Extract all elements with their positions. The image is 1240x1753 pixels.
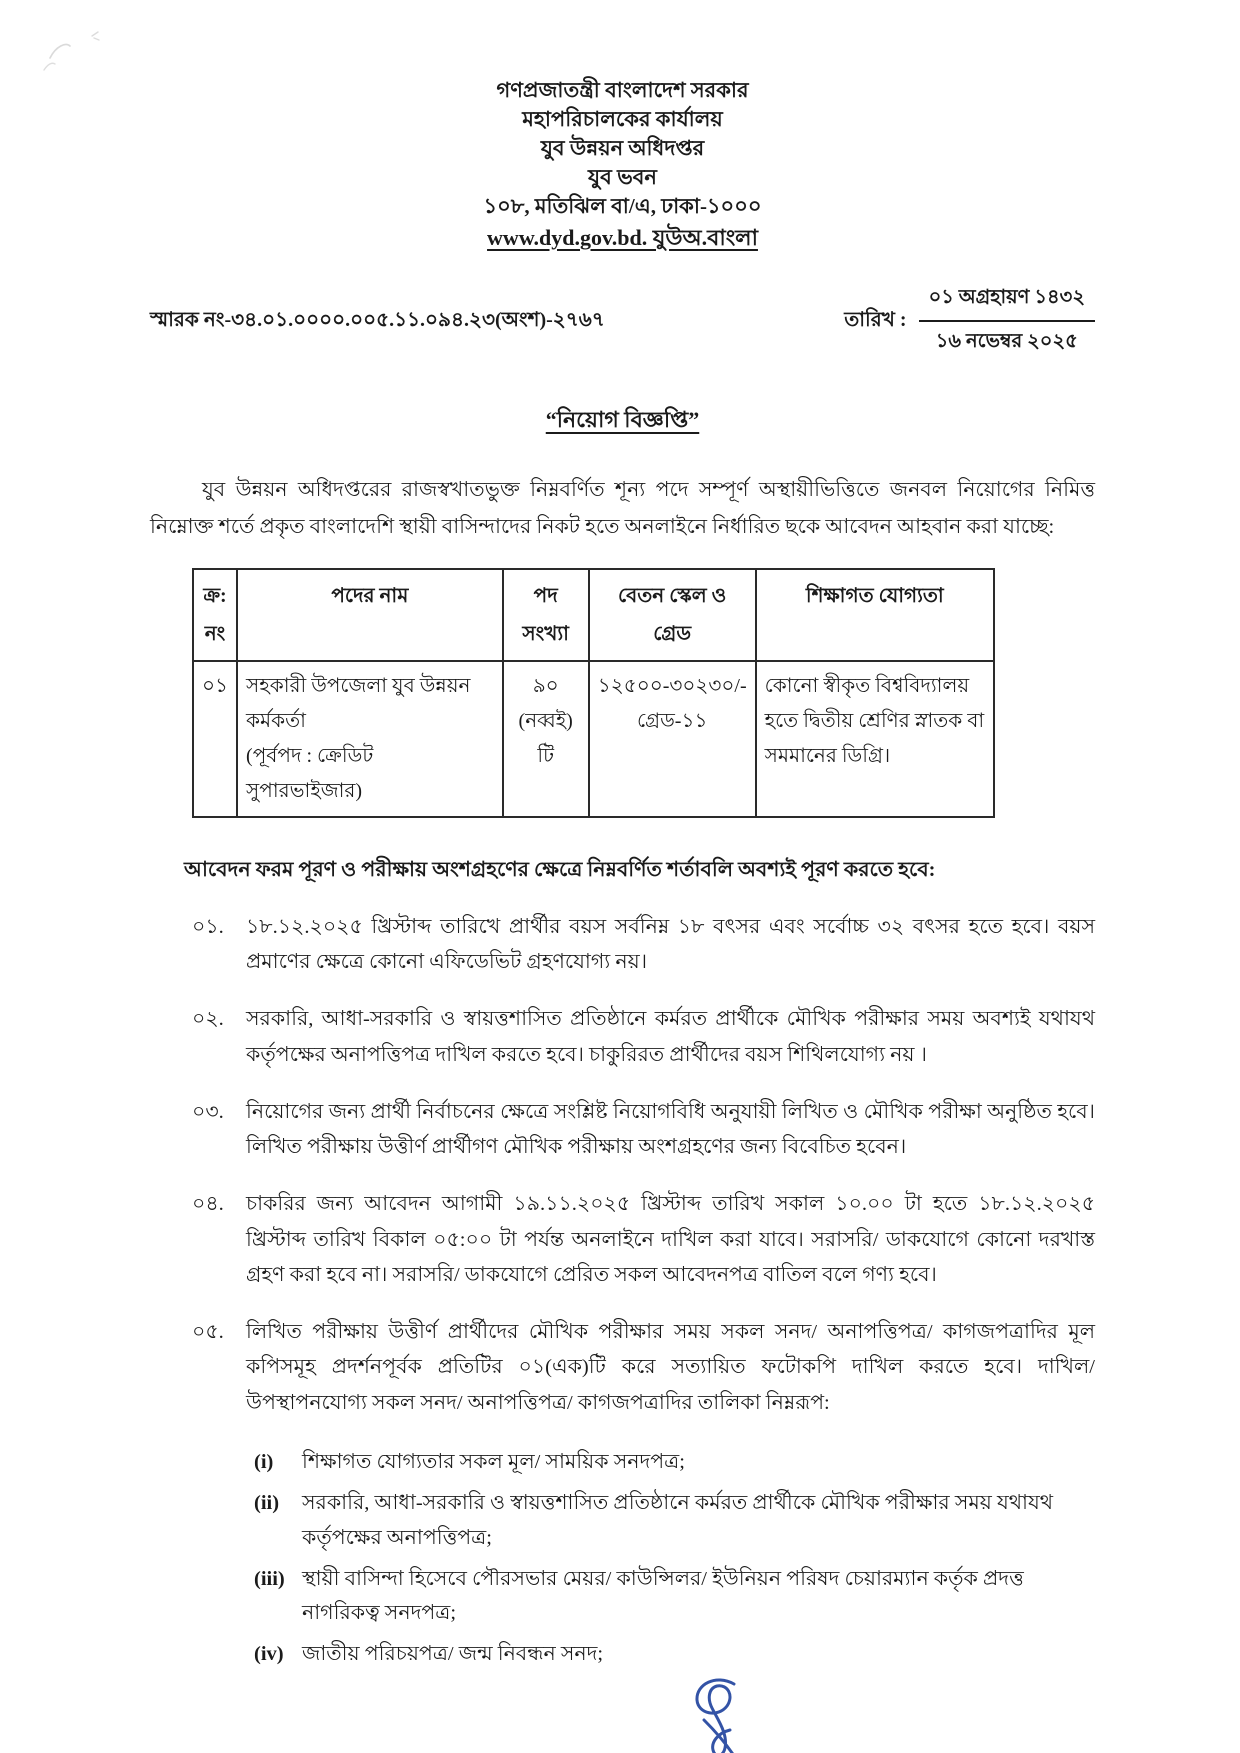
intro-paragraph: যুব উন্নয়ন অধিদপ্তরের রাজস্বখাতভুক্ত নিম্নবর্ণিত শূন্য পদে সম্পূর্ণ অস্থায়ীভিত্তিতে জনবল নিয়োগের নিমিত্ত নিম্নোক্ত শর্তে প্রকৃত বাংলাদেশি স্থায়ী বাসিন্দাদের নিকট হতে অনলাইনে নির্ধারিত ছকে আবেদন আহবান করা যাচ্ছে: (150, 479, 1095, 539)
condition-item (150, 1002, 1095, 1073)
header-post-count: পদ সংখ্যা (503, 569, 589, 661)
document-checklist (150, 1445, 1095, 1672)
checklist-number: (iv) (254, 1643, 284, 1666)
checklist-item (150, 1486, 1095, 1556)
memo-row (150, 283, 1095, 359)
checklist-text: জাতীয় পরিচয়পত্র/ জন্ম নিবন্ধন সনদ; (302, 1643, 604, 1666)
condition-text: লিখিত পরীক্ষায় উত্তীর্ণ প্রার্থীদের মৌখিক পরীক্ষার সময় সকল সনদ/ অনাপত্তিপত্র/ কাগজপত্রাদির মূল কপিসমূহ প্রদর্শনপূর্বক প্রতিটির ০১(এক)টি করে সত্যায়িত ফটোকপি দাখিল করতে হবে। দাখিল/ উপস্থাপনযোগ্য সকল সনদ/ অনাপত্তিপত্র/ কাগজপত্রাদির তালিকা নিম্নরূপ: (246, 1321, 1095, 1414)
checklist-item (150, 1637, 1095, 1672)
condition-item (150, 910, 1095, 981)
office-name: মহাপরিচালকের কার্যালয় (522, 106, 723, 131)
pencil-scribble (36, 24, 126, 88)
notice-title: “নিয়োগ বিজ্ঞপ্তি” (545, 407, 700, 433)
header-qualification: শিক্ষাগত যোগ্যতা (756, 569, 994, 661)
header-serial: ক্র: নং (193, 569, 237, 661)
checklist-item (150, 1562, 1095, 1632)
website-link: www.dyd.gov.bd. যুউঅ.বাংলা (487, 224, 758, 250)
date-bangla: ০১ অগ্রহায়ণ ১৪৩২ (919, 283, 1095, 322)
condition-number: ০২. (192, 1008, 224, 1031)
department-name: যুব উন্নয়ন অধিদপ্তর (540, 135, 705, 160)
cell-qualification: কোনো স্বীকৃত বিশ্ববিদ্যালয় হতে দ্বিতীয় শ্রেণির স্নাতক বা সমমানের ডিগ্রি। (756, 661, 994, 817)
checklist-number: (ii) (254, 1491, 280, 1514)
condition-number: ০৫. (192, 1321, 224, 1344)
header-pay-scale: বেতন স্কেল ও গ্রেড (589, 569, 756, 661)
checklist-text: শিক্ষাগত যোগ্যতার সকল মূল/ সাময়িক সনদপত্র; (302, 1450, 685, 1473)
header-post-name: পদের নাম (237, 569, 503, 661)
conditions-intro: আবেদন ফরম পূরণ ও পরীক্ষায় অংশগ্রহণের ক্ষেত্রে নিম্নবর্ণিত শর্তাবলি অবশ্যই পূরণ করতে হবে: (184, 858, 936, 881)
condition-text: ১৮.১২.২০২৫ খ্রিস্টাব্দ তারিখে প্রার্থীর বয়স সর্বনিম্ন ১৮ বৎসর এবং সর্বোচ্চ ৩২ বৎসর হতে হবে। বয়স প্রমাণের ক্ষেত্রে কোনো এফিডেভিট গ্রহণযোগ্য নয়। (246, 915, 1095, 974)
condition-number: ০৪. (192, 1193, 224, 1216)
handwritten-signature (684, 1676, 764, 1753)
condition-text: সরকারি, আধা-সরকারি ও স্বায়ত্তশাসিত প্রতিষ্ঠানে কর্মরত প্রার্থীকে মৌখিক পরীক্ষার সময় অবশ্যই যথাযথ কর্তৃপক্ষের অনাপত্তিপত্র দাখিল করতে হবে। চাকুরিরত প্রার্থীদের বয়স শিথিলযোগ্য নয় । (246, 1008, 1095, 1066)
cell-post-count: ৯০ (নব্বই) টি (503, 661, 589, 817)
condition-text: চাকরির জন্য আবেদন আগামী ১৯.১১.২০২৫ খ্রিস্টাব্দ তারিখ সকাল ১০.০০ টা হতে ১৮.১২.২০২৫ খ্রিস্টাব্দ তারিখ বিকাল ০৫:০০ টা পর্যন্ত অনলাইনে দাখিল করা যাবে। সরাসরি/ ডাকযোগে কোনো দরখাস্ত গ্রহণ করা হবে না। সরাসরি/ ডাকযোগে প্রেরিত সকল আবেদনপত্র বাতিল বলে গণ্য হবে। (246, 1193, 1095, 1286)
checklist-text: স্থায়ী বাসিন্দা হিসেবে পৌরসভার মেয়র/ কাউন্সিলর/ ইউনিয়ন পরিষদ চেয়ারম্যান কর্তৃক প্রদত্ত নাগরিকত্ব সনদপত্র; (302, 1567, 1024, 1625)
checklist-text: সরকারি, আধা-সরকারি ও স্বায়ত্তশাসিত প্রতিষ্ঠানে কর্মরত প্রার্থীকে মৌখিক পরীক্ষার সময় যথাযথ কর্তৃপক্ষের অনাপত্তিপত্র; (302, 1491, 1054, 1549)
cell-serial: ০১ (193, 661, 237, 817)
building-name: যুব ভবন (588, 164, 657, 189)
vacancy-table (192, 568, 995, 818)
table-row (193, 661, 994, 817)
cell-pay-scale: ১২৫০০-৩০২৩০/- গ্রেড-১১ (589, 661, 756, 817)
letterhead (150, 76, 1095, 253)
office-address: ১০৮, মতিঝিল বা/এ, ঢাকা-১০০০ (483, 193, 762, 218)
condition-item (150, 1095, 1095, 1166)
condition-number: ০১. (192, 915, 224, 938)
government-name: গণপ্রজাতন্ত্রী বাংলাদেশ সরকার (496, 78, 749, 102)
conditions-section (150, 854, 1095, 1672)
date-gregorian: ১৬ নভেম্বর ২০২৫ (935, 331, 1078, 353)
condition-item (150, 1187, 1095, 1293)
cell-post-name: সহকারী উপজেলা যুব উন্নয়ন কর্মকর্তা (পূর্বপদ : ক্রেডিট সুপারভাইজার) (237, 661, 503, 817)
condition-number: ০৩. (192, 1100, 224, 1123)
condition-text: নিয়োগের জন্য প্রার্থী নির্বাচনের ক্ষেত্রে সংশ্লিষ্ট নিয়োগবিধি অনুযায়ী লিখিত ও মৌখিক পরীক্ষা অনুষ্ঠিত হবে। লিখিত পরীক্ষায় উত্তীর্ণ প্রার্থীগণ মৌখিক পরীক্ষায় অংশগ্রহণের জন্য বিবেচিত হবেন। (246, 1100, 1095, 1159)
signature-icon (684, 1676, 764, 1753)
date-label: তারিখ : (844, 308, 907, 331)
checklist-item (150, 1445, 1095, 1480)
condition-item (150, 1315, 1095, 1421)
date-block (844, 283, 1095, 359)
date-stack (919, 283, 1095, 359)
checklist-number: (iii) (254, 1567, 285, 1590)
checklist-number: (i) (254, 1450, 274, 1473)
table-header-row (193, 569, 994, 661)
memo-number: স্মারক নং-৩৪.০১.০০০০.০০৫.১১.০৯৪.২৩(অংশ)-২৭৬৭ (150, 308, 605, 331)
